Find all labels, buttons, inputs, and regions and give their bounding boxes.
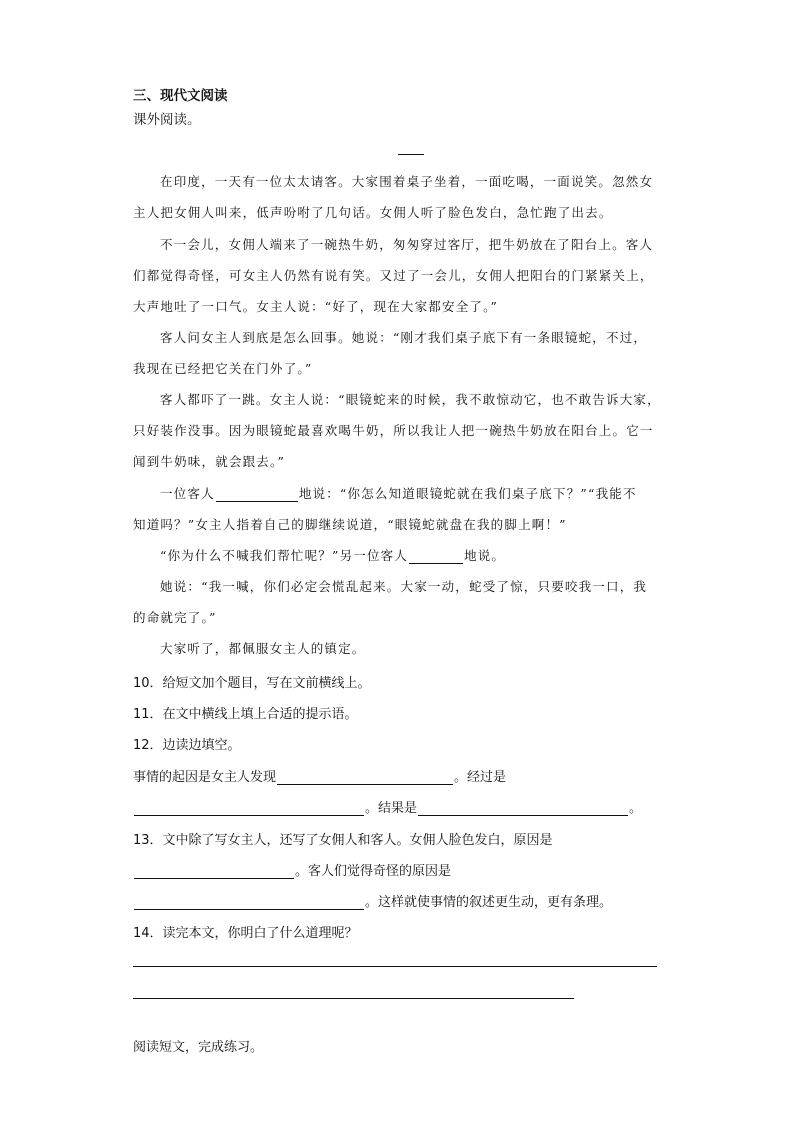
answer-line-2[interactable] bbox=[133, 998, 574, 999]
story-text-segment: 地说：“你怎么知道眼镜蛇就在我们桌子底下？”“我能不 bbox=[298, 486, 637, 501]
answer-blank-maid-reason[interactable] bbox=[134, 864, 294, 879]
story-line: 她说：“我一喊，你们必定会慌乱起来。大家一动，蛇受了惊，只要咬我一口，我 bbox=[160, 579, 648, 594]
story-line bbox=[160, 484, 637, 502]
story-text-segment: 地说。 bbox=[464, 548, 506, 563]
question-12-line-1 bbox=[133, 766, 506, 785]
question-12-line-2 bbox=[133, 797, 642, 816]
story-line bbox=[160, 546, 505, 564]
next-section-instruction: 阅读短文，完成练习。 bbox=[133, 1040, 264, 1055]
question-13-line-2 bbox=[133, 860, 451, 879]
question-13-line-1: 13．文中除了写女主人，还写了女佣人和客人。女佣人脸色发白，原因是 bbox=[133, 833, 553, 848]
answer-blank-process[interactable] bbox=[134, 801, 364, 816]
question-12: 12．边读边填空。 bbox=[133, 738, 241, 753]
question-text: 。这样就使事情的叙述更生动，更有条理。 bbox=[365, 895, 613, 910]
story-line: 我现在已经把它关在门外了。” bbox=[133, 361, 313, 376]
story-line: 主人把女佣人叫来，低声吩咐了几句话。女佣人听了脸色发白，急忙跑了出去。 bbox=[133, 205, 613, 220]
prompt-blank-2[interactable] bbox=[409, 549, 463, 564]
story-line: 大声地吐了一口气。女主人说：“好了，现在大家都安全了。” bbox=[133, 299, 499, 314]
section-heading: 三、现代文阅读 bbox=[133, 88, 228, 104]
story-line: 们都觉得奇怪，可女主人仍然有说有笑。又过了一会儿，女佣人把阳台的门紧紧关上， bbox=[133, 268, 654, 283]
answer-line-1[interactable] bbox=[133, 966, 657, 967]
question-10: 10．给短文加个题目，写在文前横线上。 bbox=[133, 676, 371, 691]
question-text: 。 bbox=[629, 801, 643, 816]
story-line: 知道吗？”女主人指着自己的脚继续说道，“眼镜蛇就盘在我的脚上啊！” bbox=[133, 517, 567, 532]
answer-blank-guests-reason[interactable] bbox=[134, 895, 364, 910]
question-14: 14．读完本文，你明白了什么道理呢？ bbox=[133, 926, 358, 941]
story-line: 在印度，一天有一位太太请客。大家围着桌子坐着，一面吃喝，一面说笑。忽然女 bbox=[160, 174, 654, 189]
answer-blank-result[interactable] bbox=[418, 801, 628, 816]
story-line: 的命就完了。” bbox=[133, 610, 217, 625]
story-line: 大家听了，都佩服女主人的镇定。 bbox=[160, 641, 366, 656]
question-11: 11．在文中横线上填上合适的提示语。 bbox=[133, 707, 358, 722]
question-text: 。客人们觉得奇怪的原因是 bbox=[295, 864, 452, 879]
question-text: 事情的起因是女主人发现 bbox=[133, 770, 277, 785]
story-line: 闻到牛奶味，就会跟去。” bbox=[133, 454, 286, 469]
story-text-segment: “你为什么不喊我们帮忙呢？”另一位客人 bbox=[160, 548, 409, 563]
question-13-line-3 bbox=[133, 891, 612, 910]
title-blank-line[interactable] bbox=[398, 154, 424, 155]
section-instruction: 课外阅读。 bbox=[133, 112, 201, 128]
prompt-blank-1[interactable] bbox=[216, 487, 298, 502]
story-line: 客人都吓了一跳。女主人说：“眼镜蛇来的时候，我不敢惊动它，也不敢告诉大家， bbox=[160, 392, 661, 407]
answer-blank-cause[interactable] bbox=[277, 770, 453, 785]
question-text: 。经过是 bbox=[454, 770, 507, 785]
story-line: 只好装作没事。因为眼镜蛇最喜欢喝牛奶，所以我让人把一碗热牛奶放在阳台上。它一 bbox=[133, 423, 654, 438]
story-text-segment: 一位客人 bbox=[160, 486, 215, 501]
question-text: 。结果是 bbox=[365, 801, 418, 816]
story-line: 客人问女主人到底是怎么回事。她说：“刚才我们桌子底下有一条眼镜蛇，不过， bbox=[160, 330, 648, 345]
story-line: 不一会儿，女佣人端来了一碗热牛奶，匆匆穿过客厅，把牛奶放在了阳台上。客人 bbox=[160, 237, 654, 252]
